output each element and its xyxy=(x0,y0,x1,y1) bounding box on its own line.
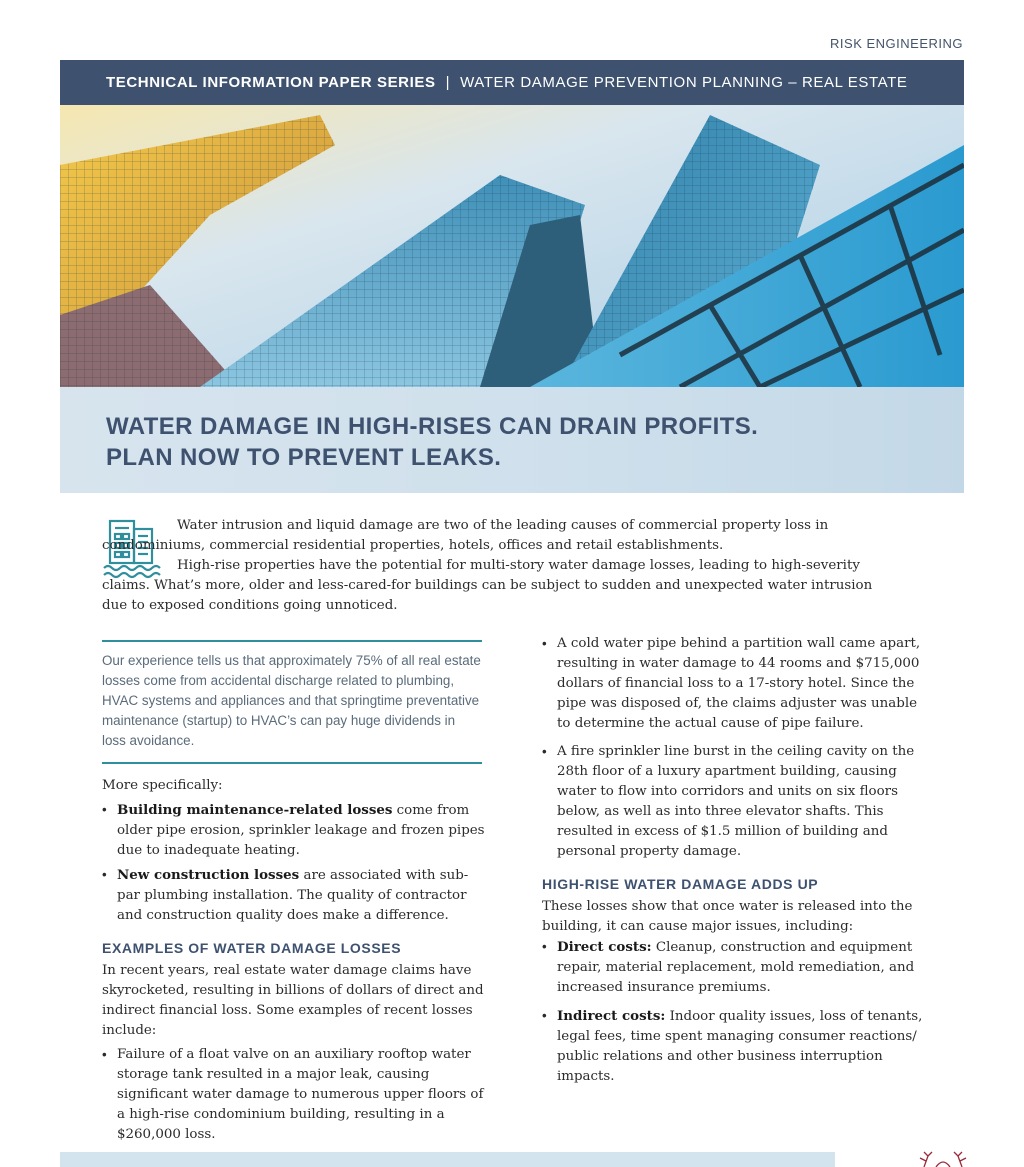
list-item-term: New construction losses xyxy=(117,867,300,883)
skyscrapers-illustration xyxy=(60,105,964,387)
more-specifically-label: More specifically: xyxy=(102,778,223,793)
series-label: TECHNICAL INFORMATION PAPER SERIES xyxy=(106,74,436,91)
headline-line-2: PLAN NOW TO PREVENT LEAKS. xyxy=(106,444,502,471)
callout-text: Our experience tells us that approximately 75% of all real estate losses come from accidental discharge related to plumbing, HVAC systems and appliances and that springtime preventative maintenance (startup) to HVAC’s can pay huge dividends in loss avoidance. xyxy=(102,653,481,748)
intro-paragraph-2: High-rise properties have the potential for multi-story water damage losses, leading to high-severity claims. What’s more, older and less-cared-for buildings can be subject to sudden and unexpected water intrusion due to exposed conditions going unnoticed. xyxy=(102,558,873,613)
page-headline xyxy=(106,411,758,473)
banner-separator: | xyxy=(445,74,451,91)
hero-image xyxy=(60,105,964,387)
list-item xyxy=(102,865,487,926)
headline-line-1: WATER DAMAGE IN HIGH-RISES CAN DRAIN PROFITS. xyxy=(106,413,759,440)
left-column xyxy=(102,776,487,1145)
paper-title: WATER DAMAGE PREVENTION PLANNING – REAL ESTATE xyxy=(460,74,908,91)
list-item: • Failure of a float valve on an auxiliary rooftop water storage tank resulted in a major leak, causing significant water damage to numerous upper floors of a high-rise condominium building, resulting in a $260,000 loss. xyxy=(102,1045,487,1145)
list-item-term: Indirect costs: xyxy=(557,1008,666,1024)
list-item: • A cold water pipe behind a partition wall came apart, resulting in water damage to 44 rooms and $715,000 dollars of financial loss to a 17-story hotel. Since the pipe was disposed of, the claims adjuster was unable to determine the actual cause of pipe failure. xyxy=(542,634,924,734)
list-item: • A fire sprinkler line burst in the ceiling cavity on the 28th floor of a luxury apartment building, causing water to flow into corridors and units on six floors below, as well as into three elevator shafts. This resulted in excess of $1.5 million of building and personal property damage. xyxy=(542,742,924,862)
footer-bar xyxy=(60,1152,835,1167)
list-item-text: Indoor quality issues, loss of tenants, legal fees, time spent managing consumer reactions/ public relations and other business interruption impacts. xyxy=(557,1009,923,1084)
list-item-term: Direct costs: xyxy=(557,939,652,955)
examples-heading: EXAMPLES OF WATER DAMAGE LOSSES xyxy=(102,940,402,956)
examples-list xyxy=(102,1045,487,1145)
intro-paragraph-1: Water intrusion and liquid damage are two of the leading causes of commercial property loss in condominiums, commercial residential properties, hotels, offices and retail establishments. xyxy=(102,518,829,553)
right-column xyxy=(542,634,924,1087)
list-item-text: are associated with sub-par plumbing installation. The quality of contractor and construction quality does make a difference. xyxy=(117,868,469,923)
list-item-text: Cleanup, construction and equipment repair, material replacement, mold remediation, and increased insurance premiums. xyxy=(557,940,915,995)
adds-up-intro: These losses show that once water is released into the building, it can cause major issues, including: xyxy=(542,899,913,934)
list-item-term: Building maintenance-related losses xyxy=(117,802,393,818)
examples-list-continued xyxy=(542,634,924,862)
intro-text xyxy=(102,516,892,616)
adds-up-heading: HIGH-RISE WATER DAMAGE ADDS UP xyxy=(542,876,819,892)
list-item-text: come from older pipe erosion, sprinkler leakage and frozen pipes due to inadequate heating. xyxy=(117,803,485,858)
headline-panel xyxy=(60,387,964,493)
loss-type-list xyxy=(102,800,487,926)
costs-list xyxy=(542,937,924,1087)
examples-intro: In recent years, real estate water damage claims have skyrocketed, resulting in billions of dollars of direct and indirect financial loss. Some examples of recent losses include: xyxy=(102,963,484,1038)
section-label: RISK ENGINEERING xyxy=(830,36,963,51)
list-item xyxy=(102,800,487,861)
list-item xyxy=(542,937,924,998)
callout-box xyxy=(102,640,482,764)
series-banner xyxy=(60,60,964,105)
antler-logo xyxy=(914,1150,974,1167)
list-item xyxy=(542,1006,924,1087)
